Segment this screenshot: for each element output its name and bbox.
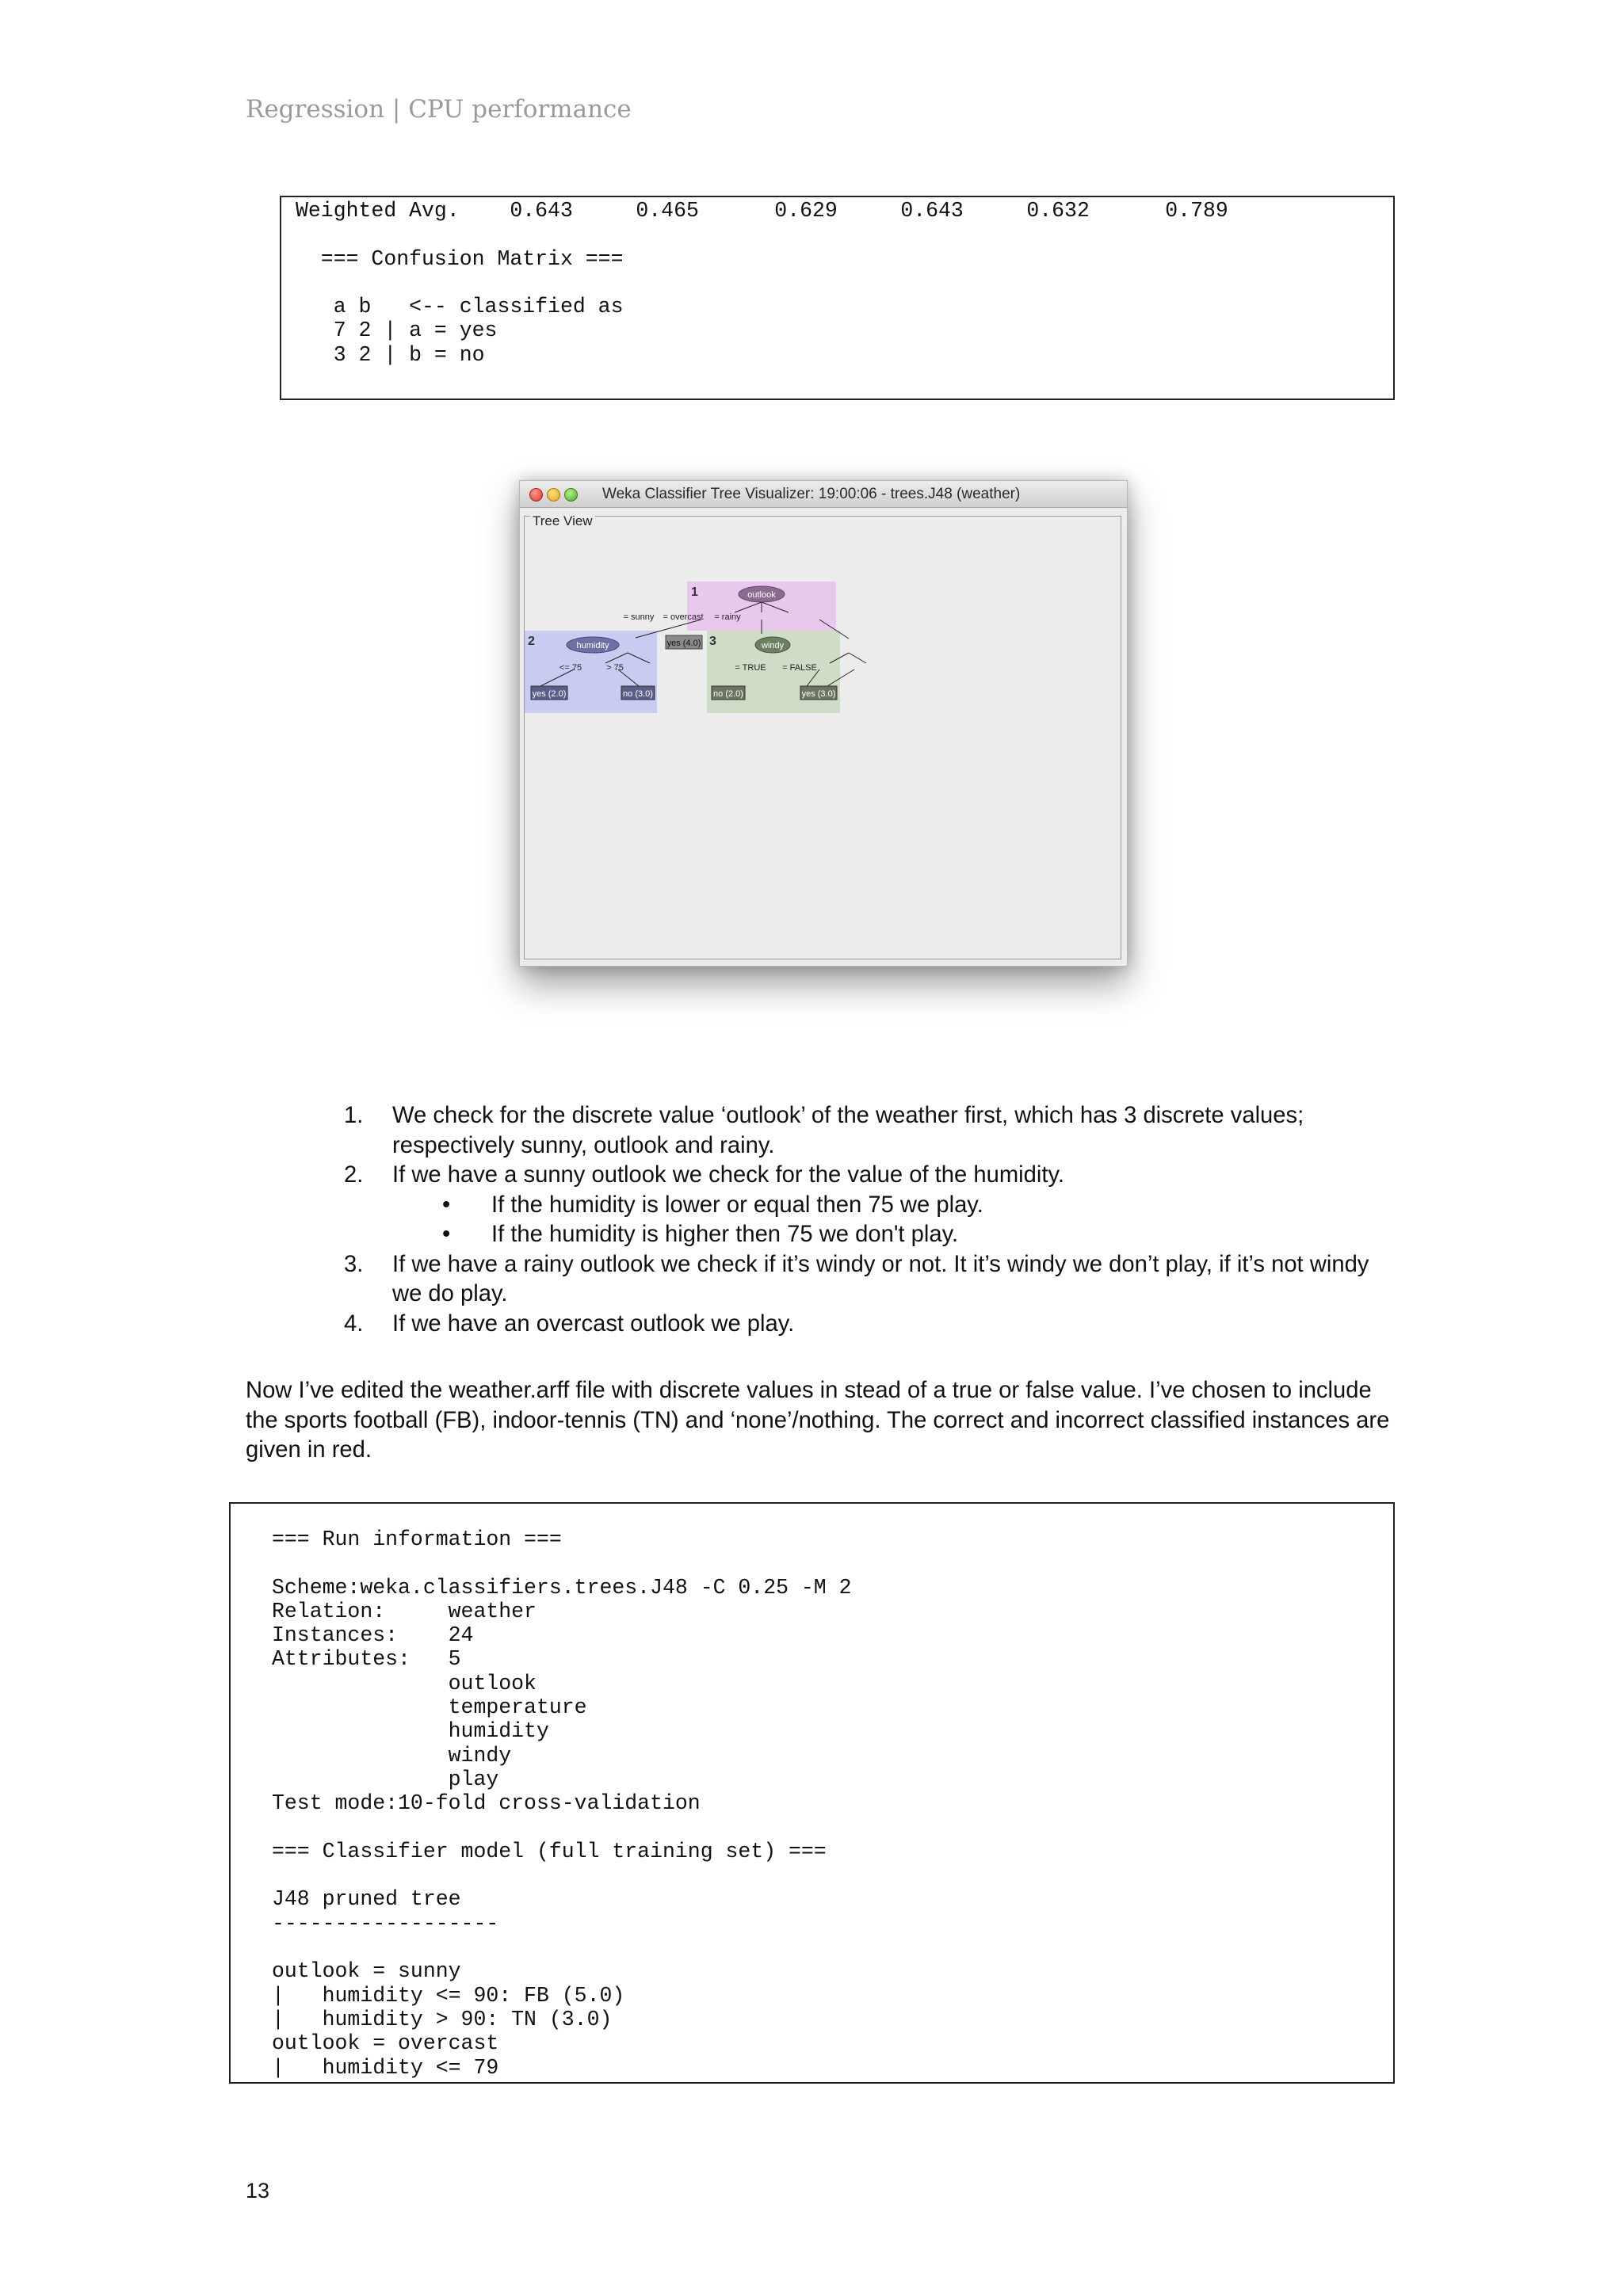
output-line: humidity	[448, 1719, 549, 1744]
output-line: Test mode:10-fold cross-validation	[272, 1791, 701, 1816]
sub-list-item: • If the humidity is higher then 75 we don't play.	[442, 1222, 959, 1247]
output-line: windy	[448, 1743, 512, 1768]
page-header: Regression | CPU performance	[246, 95, 632, 124]
output-line: === Confusion Matrix ===	[320, 246, 624, 271]
list-item-text: If we have a sunny outlook we check for the value of the humidity.	[392, 1162, 1064, 1188]
output-line: Relation: weather	[272, 1599, 537, 1623]
output-line: | humidity > 90: TN (3.0)	[272, 2007, 613, 2031]
output-line: Instances: 24	[272, 1623, 474, 1648]
output-line: 7 2 | a = yes	[333, 318, 498, 343]
output-text	[296, 199, 1228, 367]
tree-view-panel	[524, 513, 1121, 959]
leaf-no-humidity-label: no (3.0)	[623, 689, 653, 699]
explanation-list	[339, 1101, 1401, 1339]
list-item-text: If we have a rainy outlook we check if it’s windy or not. It it’s windy we don’t play, if it’s not windy we do play.	[392, 1251, 1369, 1306]
leaf-no-windy-label: no (2.0)	[713, 689, 743, 699]
leaf-yes-overcast-label: yes (4.0)	[666, 639, 701, 648]
output-line: === Run information ===	[272, 1527, 562, 1551]
list-item: 3. If we have a rainy outlook we check if it’s windy or not. It it’s windy we don’t play, if it’s not windy we do play.	[344, 1251, 1369, 1306]
output-line: Weighted Avg. 0.643 0.465 0.629 0.643 0.632 0.789	[296, 199, 1228, 223]
edge-label-false: = FALSE	[782, 663, 817, 673]
sub-list-item-text: If the humidity is lower or equal then 75 we play.	[491, 1192, 983, 1218]
leaf-yes-windy-label: yes (3.0)	[801, 689, 836, 699]
list-item: 4. If we have an overcast outlook we play.	[344, 1310, 795, 1337]
list-item-text: If we have an overcast outlook we play.	[392, 1310, 795, 1337]
window-titlebar	[520, 481, 1127, 508]
edge-label-sunny: = sunny	[623, 612, 655, 622]
close-icon[interactable]	[529, 488, 543, 502]
leaf-yes-humidity-label: yes (2.0)	[532, 689, 567, 699]
output-line: Attributes: 5	[272, 1647, 461, 1672]
sub-list-item-text: If the humidity is higher then 75 we don't play.	[491, 1222, 959, 1247]
decision-tree[interactable]	[525, 517, 1121, 959]
output-line: | humidity <= 79	[272, 2055, 499, 2080]
sub-list-item: • If the humidity is lower or equal then 75 we play.	[442, 1192, 983, 1218]
node-humidity-label: humidity	[576, 641, 609, 650]
list-item: 1. We check for the discrete value ‘outlook’ of the weather first, which has 3 discrete values; respectively sunny, outlook and rainy.	[344, 1103, 1304, 1158]
output-line: 3 2 | b = no	[296, 342, 485, 367]
list-item: 2. If we have a sunny outlook we check for the value of the humidity.	[344, 1162, 1064, 1188]
tree-visualizer-window	[519, 480, 1128, 967]
window-title: Weka Classifier Tree Visualizer: 19:00:06 - trees.J48 (weather)	[602, 486, 1021, 502]
output-line: temperature	[448, 1695, 587, 1720]
output-line: outlook = sunny	[272, 1959, 461, 1984]
edge-label-rainy: = rainy	[714, 612, 741, 622]
output-line: ------------------	[272, 1911, 499, 1936]
tree-view-label: Tree View	[530, 513, 595, 529]
output-line: outlook = overcast	[272, 2031, 499, 2056]
body-paragraph: Now I’ve edited the weather.arff file with discrete values in stead of a true or false value. I’ve chosen to include the sports football (FB), indoor-tennis (TN) and ‘none’/nothing. The correct and incorrect classified instances are given in red.	[246, 1378, 1390, 1463]
region-1-number: 1	[691, 585, 698, 599]
node-windy-label: windy	[761, 641, 785, 650]
region-2-number: 2	[528, 635, 535, 648]
list-item-text: We check for the discrete value ‘outlook’ of the weather first, which has 3 discrete values; respectively sunny, outlook and rainy.	[392, 1103, 1304, 1158]
weka-output-summary	[280, 196, 1395, 400]
output-line: J48 pruned tree	[272, 1887, 461, 1912]
edge-label-gt75: > 75	[606, 663, 624, 673]
output-line: outlook	[448, 1671, 537, 1695]
page-number: 13	[246, 2179, 270, 2203]
output-line: === Classifier model (full training set) ===	[272, 1839, 827, 1863]
edge-label-true: = TRUE	[735, 663, 766, 673]
output-line: a b <-- classified as	[333, 295, 624, 319]
output-line: Scheme:weka.classifiers.trees.J48 -C 0.25 -M 2	[272, 1575, 852, 1600]
node-outlook-label: outlook	[747, 590, 776, 600]
weka-run-information	[229, 1502, 1395, 2084]
minimize-icon[interactable]	[547, 488, 560, 502]
edge-label-le75: <= 75	[559, 663, 582, 673]
edge-label-overcast: = overcast	[663, 612, 704, 622]
output-text	[272, 1527, 852, 2080]
output-line: | humidity <= 90: FB (5.0)	[272, 1983, 625, 2008]
zoom-icon[interactable]	[564, 488, 578, 502]
output-line: play	[448, 1767, 499, 1791]
region-3-number: 3	[709, 635, 716, 648]
